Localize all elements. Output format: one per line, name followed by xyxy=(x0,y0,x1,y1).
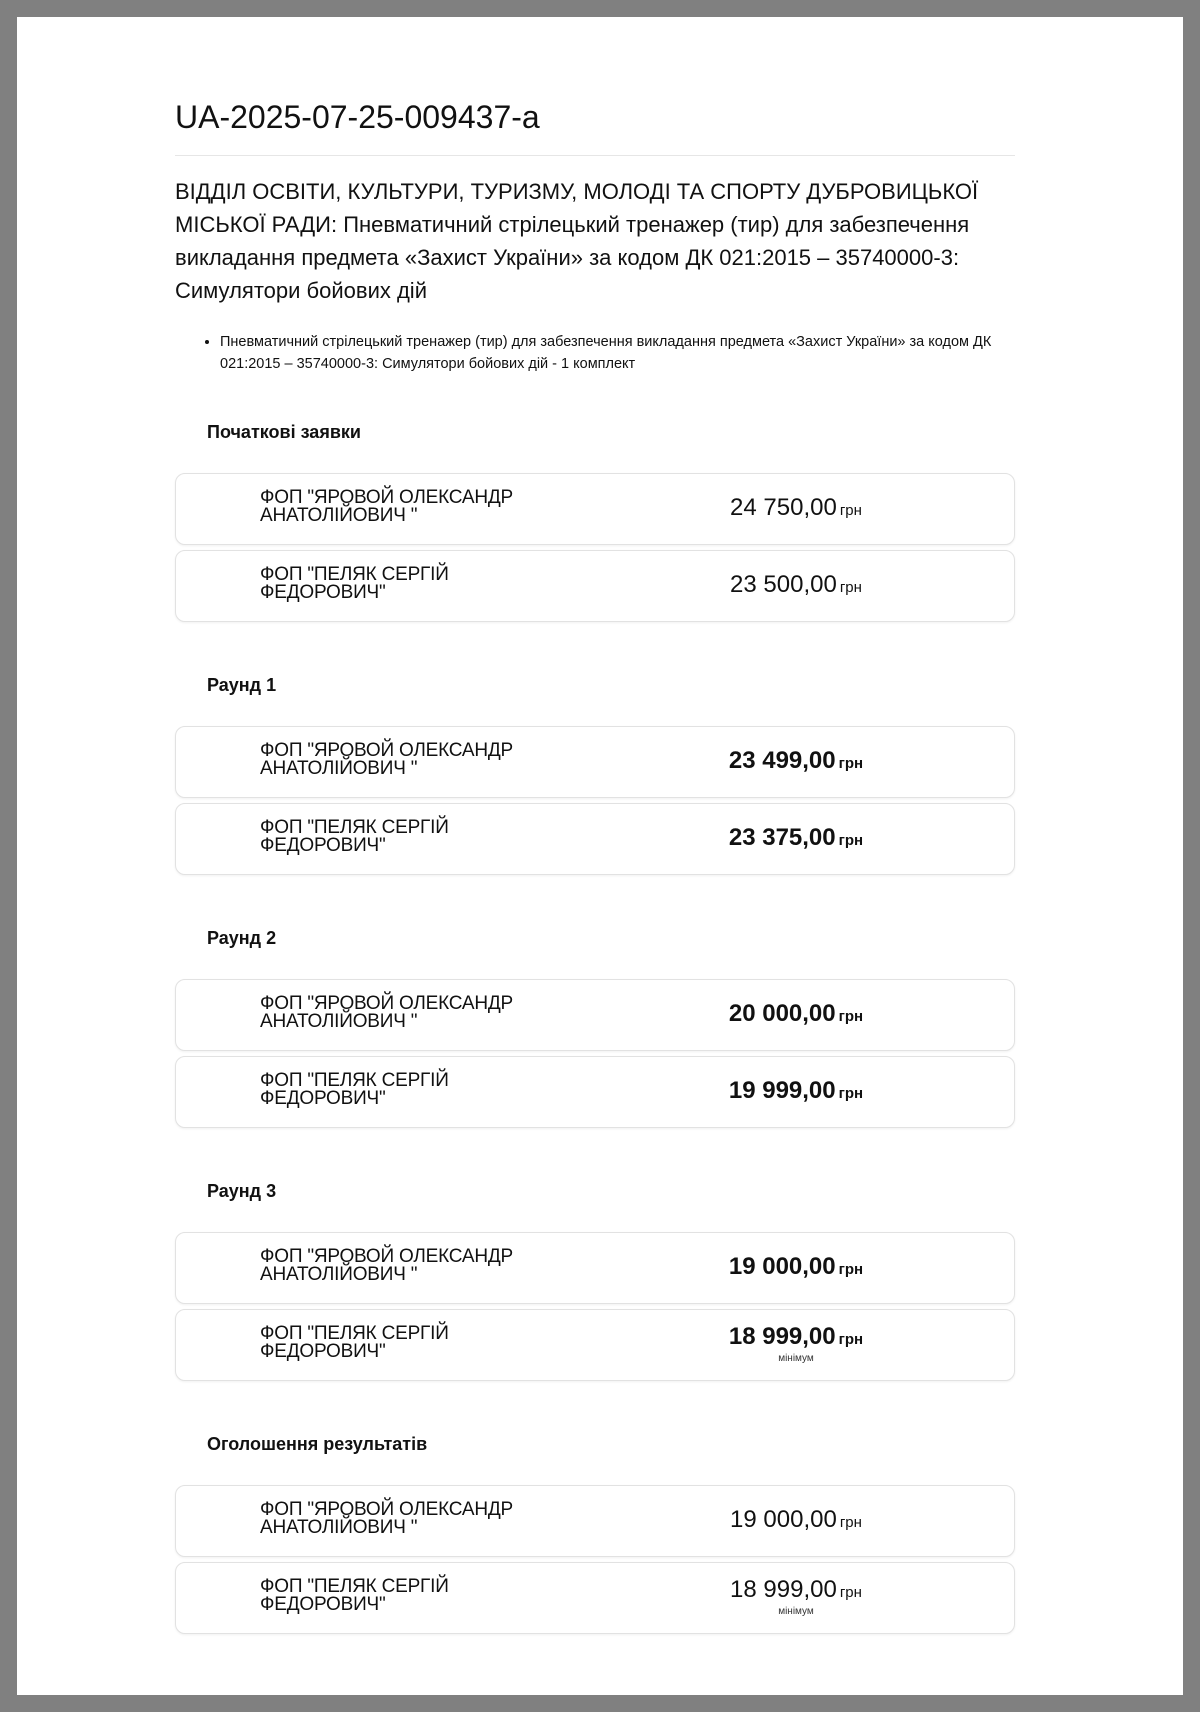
bid-amount: 23 375,00 xyxy=(728,824,836,851)
bidder-name: ФОП "ПЕЛЯК СЕРГІЙ ФЕДОРОВИЧ" xyxy=(260,1070,449,1109)
bid-price xyxy=(696,494,896,522)
section-heading: Раунд 1 xyxy=(207,675,277,695)
bid-row xyxy=(175,1056,1015,1128)
bid-row xyxy=(175,726,1015,798)
bid-row xyxy=(175,1562,1015,1634)
bid-currency: грн xyxy=(839,1514,862,1531)
bid-currency: грн xyxy=(838,1331,864,1348)
items-list xyxy=(175,331,1040,375)
bid-currency: грн xyxy=(839,579,862,596)
list-item: • Пневматичний стрілецький тренажер (тир) для забезпечення викладання предмета «Захист України» за кодом ДК 021:2015 – 35740000-3: Симулятори бойових дій - 1 комплект xyxy=(220,331,1040,375)
bid-row xyxy=(175,803,1015,875)
tender-id: UA-2025-07-25-009437-a xyxy=(175,99,540,135)
bid-amount: 19 000,00 xyxy=(730,1506,837,1533)
bid-amount: 23 500,00 xyxy=(730,571,837,598)
bid-price xyxy=(696,824,896,852)
bid-amount: 23 499,00 xyxy=(728,747,836,774)
bid-row xyxy=(175,1232,1015,1304)
bidder-name: ФОП "ЯРОВОЙ ОЛЕКСАНДР АНАТОЛІЙОВИЧ " xyxy=(260,487,514,526)
bid-row xyxy=(175,550,1015,622)
bid-currency: грн xyxy=(838,1261,864,1278)
bidder-name: ФОП "ЯРОВОЙ ОЛЕКСАНДР АНАТОЛІЙОВИЧ " xyxy=(260,993,514,1032)
bid-price xyxy=(696,747,896,775)
bid-currency: грн xyxy=(839,1584,862,1601)
bidder-name: ФОП "ЯРОВОЙ ОЛЕКСАНДР АНАТОЛІЙОВИЧ " xyxy=(260,740,514,779)
page-sheet xyxy=(17,17,1183,1695)
bid-currency: грн xyxy=(838,1085,864,1102)
bid-amount: 19 000,00 xyxy=(728,1253,836,1280)
bidder-name: ФОП "ЯРОВОЙ ОЛЕКСАНДР АНАТОЛІЙОВИЧ " xyxy=(260,1499,514,1538)
bidder-name: ФОП "ЯРОВОЙ ОЛЕКСАНДР АНАТОЛІЙОВИЧ " xyxy=(260,1246,514,1285)
bid-currency: грн xyxy=(838,755,864,772)
bid-price xyxy=(696,1253,896,1281)
bid-price xyxy=(696,1506,896,1534)
bid-amount: 18 999,00 xyxy=(728,1323,836,1350)
bid-price xyxy=(696,1576,896,1618)
section-heading: Оголошення результатів xyxy=(207,1434,428,1454)
bid-amount: 24 750,00 xyxy=(730,494,837,521)
minimum-label: мінімум xyxy=(778,1606,814,1617)
divider xyxy=(175,155,1015,156)
bidder-name: ФОП "ПЕЛЯК СЕРГІЙ ФЕДОРОВИЧ" xyxy=(260,1576,449,1615)
bid-row xyxy=(175,1309,1015,1381)
bid-amount: 19 999,00 xyxy=(728,1077,836,1104)
bid-row xyxy=(175,979,1015,1051)
bidder-name: ФОП "ПЕЛЯК СЕРГІЙ ФЕДОРОВИЧ" xyxy=(260,817,449,856)
section-heading: Раунд 3 xyxy=(207,1181,277,1201)
bid-currency: грн xyxy=(839,502,862,519)
bid-row xyxy=(175,473,1015,545)
section-heading: Раунд 2 xyxy=(207,928,277,948)
section-heading: Початкові заявки xyxy=(207,422,361,442)
bid-price xyxy=(696,1077,896,1105)
bid-currency: грн xyxy=(838,1008,864,1025)
bid-amount: 18 999,00 xyxy=(730,1576,837,1603)
bidder-name: ФОП "ПЕЛЯК СЕРГІЙ ФЕДОРОВИЧ" xyxy=(260,1323,449,1362)
tender-headline: ВІДДІЛ ОСВІТИ, КУЛЬТУРИ, ТУРИЗМУ, МОЛОДІ ТА СПОРТУ ДУБРОВИЦЬКОЇ МІСЬКОЇ РАДИ: Пневматичний стрілецький тренажер (тир) для забезпечення викладання предмета «Захист України» за кодом ДК 021:2015 – 35740000-3: Симулятори бойових дій xyxy=(175,179,979,303)
bidder-name: ФОП "ПЕЛЯК СЕРГІЙ ФЕДОРОВИЧ" xyxy=(260,564,449,603)
bid-currency: грн xyxy=(838,832,864,849)
minimum-label: мінімум xyxy=(778,1353,814,1364)
bid-price xyxy=(696,1323,896,1365)
bid-price xyxy=(696,1000,896,1028)
bid-amount: 20 000,00 xyxy=(728,1000,836,1027)
bid-row xyxy=(175,1485,1015,1557)
bid-price xyxy=(696,571,896,599)
